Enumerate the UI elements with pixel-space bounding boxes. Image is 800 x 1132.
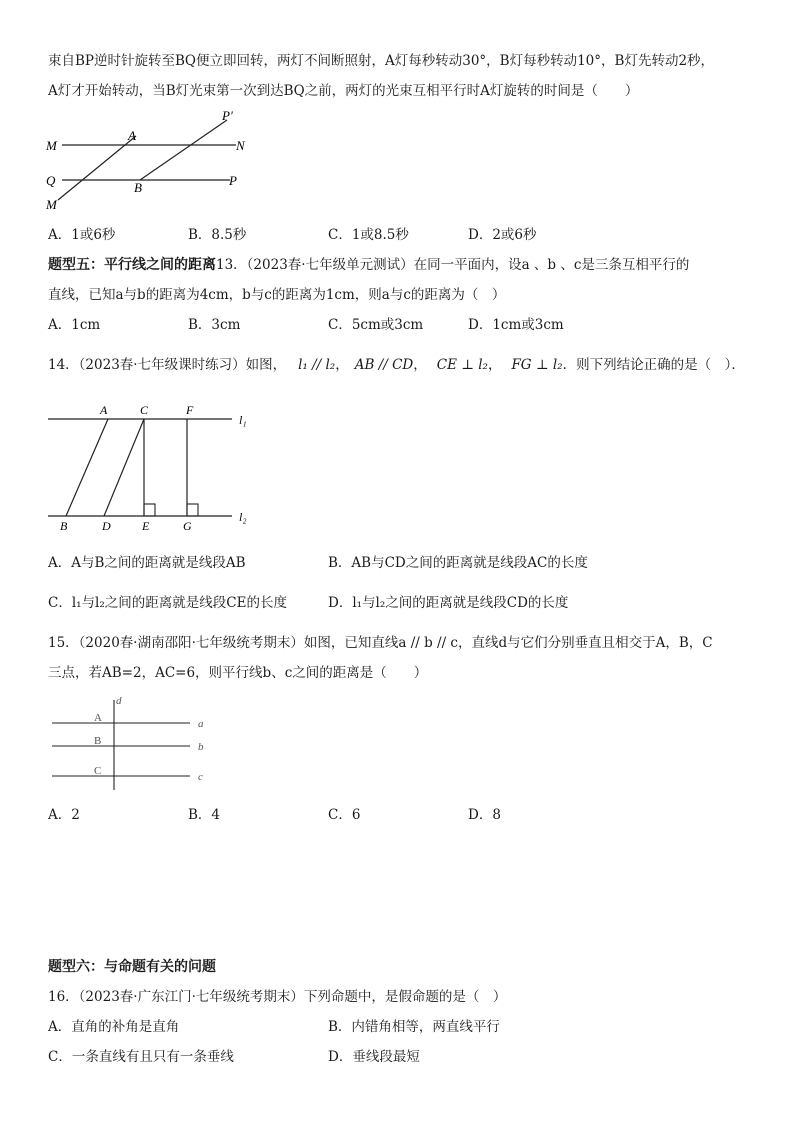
q15-label-B: B [94, 735, 102, 747]
q16-option-c[interactable]: C．一条直线有且只有一条垂线 [48, 1049, 234, 1065]
section5-row [48, 256, 689, 274]
q12-option-c[interactable]: C．1或8.5秒 [328, 227, 409, 243]
q15-label-a: a [198, 718, 204, 730]
q16-option-a[interactable]: A．直角的补角是直角 [48, 1019, 180, 1035]
q16-option-d[interactable]: D．垂线段最短 [328, 1049, 420, 1065]
q14-option-b[interactable]: B．AB与CD之间的距离就是线段AC的长度 [328, 555, 588, 571]
q12-label-N: N [236, 138, 245, 153]
q14-cond1: l₁ // l₂ [298, 357, 336, 373]
q15-label-d: d [116, 695, 122, 707]
q14-label-C: C [140, 403, 149, 417]
q12-option-a[interactable]: A．1或6秒 [48, 227, 116, 243]
q13-option-b[interactable]: B．3cm [188, 317, 241, 333]
q16-option-b[interactable]: B．内错角相等，两直线平行 [328, 1019, 500, 1035]
q15-option-b[interactable]: B．4 [188, 807, 221, 823]
q15-label-c: c [198, 771, 203, 783]
q14-option-d[interactable]: D．l₁与l₂之间的距离就是线段CD的长度 [328, 595, 569, 611]
q14-stem-prefix: 14．（2023春·七年级课时练习）如图， [48, 357, 287, 373]
q14-figure [44, 400, 264, 534]
section5-heading: 题型五：平行线之间的距离 [48, 257, 216, 273]
q12-label-A: A [128, 128, 136, 143]
q15-label-C: C [94, 765, 102, 777]
q14-option-c[interactable]: C．l₁与l₂之间的距离就是线段CE的长度 [48, 595, 287, 611]
q15-option-d[interactable]: D．8 [468, 807, 501, 823]
q14-label-E: E [142, 519, 150, 533]
q14-stem: 14．（2023春·七年级课时练习）如图， l₁ // l₂， AB // CD， CE ⊥ l₂， FG ⊥ l₂．则下列结论正确的是（ ）． [48, 357, 745, 373]
q12-label-M2: M [46, 197, 57, 212]
q14-label-l1: l₁ [239, 413, 247, 427]
q15-stem-line1: 15．（2020春·湖南邵阳·七年级统考期末）如图，已知直线a // b // c，直线d与它们分别垂直且相交于A，B，C [48, 635, 713, 651]
section6-heading: 题型六：与命题有关的问题 [48, 959, 216, 975]
q14-cond4: FG ⊥ l₂ [511, 357, 563, 373]
q12-option-b[interactable]: B．8.5秒 [188, 227, 247, 243]
q12-label-Q: Q [46, 173, 56, 188]
q12-label-Pprime: P′ [222, 108, 233, 123]
q15-label-b: b [198, 741, 204, 753]
q12-label-M: M [46, 138, 57, 153]
q15-option-c[interactable]: C．6 [328, 807, 361, 823]
q14-label-A: A [100, 403, 108, 417]
q15-stem-line2: 三点，若AB=2，AC=6，则平行线b、c之间的距离是（ ） [48, 665, 428, 681]
q16-stem: 16．（2023春·广东江门·七年级统考期末）下列命题中，是假命题的是（ ） [48, 989, 507, 1005]
q13-option-d[interactable]: D．1cm或3cm [468, 317, 564, 333]
q12-label-P: P [229, 173, 237, 188]
q14-label-B: B [60, 519, 68, 533]
q12-stem-line2: A灯才开始转动，当B灯光束第一次到达BQ之前，两灯的光束互相平行时A灯旋转的时间是（ ） [48, 83, 639, 99]
q12-option-d[interactable]: D．2或6秒 [468, 227, 537, 243]
q15-figure [48, 690, 218, 796]
q14-stem-suffix: ．则下列结论正确的是（ ）． [562, 357, 745, 373]
q15-label-A: A [94, 712, 102, 724]
q12-stem-line1: 束自BP逆时针旋转至BQ便立即回转，两灯不间断照射，A灯每秒转动30°，B灯每秒转动10°，B灯先转动2秒， [48, 53, 715, 69]
q13-stem-line2: 直线，已知a与b的距离为4cm，b与c的距离为1cm，则a与c的距离为（ ） [48, 287, 506, 303]
q14-label-G: G [183, 519, 192, 533]
q13-option-a[interactable]: A．1cm [48, 317, 101, 333]
q14-label-D: D [102, 519, 111, 533]
q13-stem-line1: 13．（2023春·七年级单元测试）在同一平面内，设a 、b 、c是三条互相平行的 [216, 257, 690, 273]
q14-option-a[interactable]: A．A与B之间的距离就是线段AB [48, 555, 246, 571]
q13-option-c[interactable]: C．5cm或3cm [328, 317, 424, 333]
q15-option-a[interactable]: A．2 [48, 807, 80, 823]
q12-label-B: B [134, 180, 142, 195]
q14-label-l2: l₂ [239, 510, 247, 524]
q14-label-F: F [186, 403, 194, 417]
q14-cond3: CE ⊥ l₂ [436, 357, 488, 373]
q12-figure [40, 108, 270, 214]
q14-cond2: AB // CD [354, 357, 414, 373]
